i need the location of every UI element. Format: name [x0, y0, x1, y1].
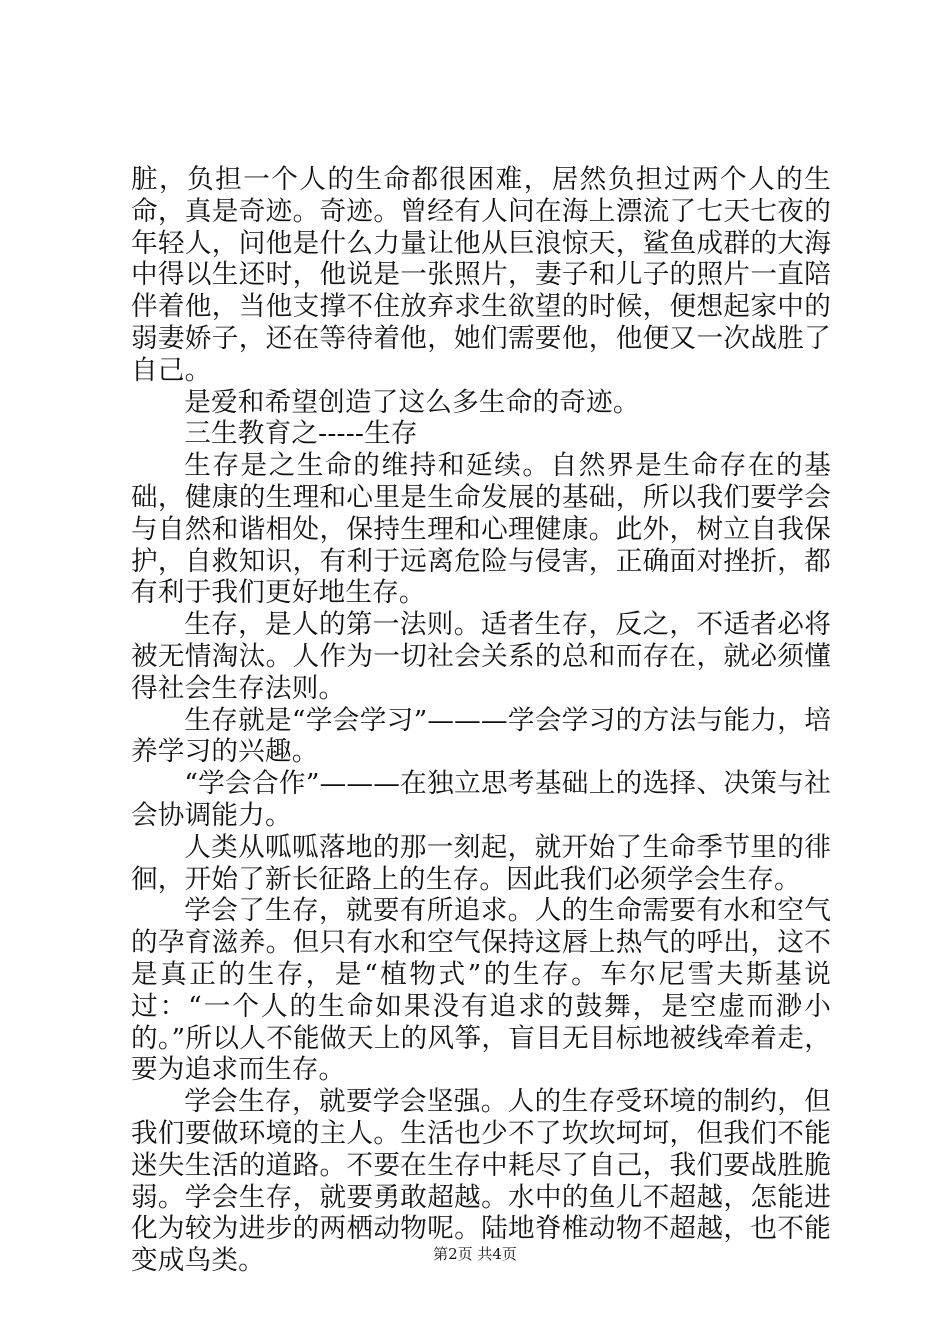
paragraph-continued: 脏，负担一个人的生命都很困难，居然负担过两个人的生命，真是奇迹。奇迹。曾经有人问在海上漂流了七天七夜的年轻人，问他是什么力量让他从巨浪惊天，鲨鱼成群的大海中得以生还时，他说是一张照片，妻子和儿子的照片一直陪伴着他，当他支撑不住放弃求生欲望的时候，便想起家中的弱妻娇子，还在等待着他，她们需要他，他便又一次战胜了自己。 [131, 164, 831, 386]
page-footer: 第2页 共4页 [433, 1245, 517, 1263]
paragraph: 生存就是“学会学习”———学会学习的方法与能力，培养学习的兴趣。 [131, 704, 831, 768]
paragraph: 生存是之生命的维持和延续。自然界是生命存在的基础，健康的生理和心里是生命发展的基础，所以我们要学会与自然和谐相处，保持生理和心理健康。此外，树立自我保护，自救知识，有利于远离危险与侵害，正确面对挫折，都有利于我们更好地生存。 [131, 450, 831, 609]
paragraph: 学会生存，就要学会坚强。人的生存受环境的制约，但我们要做环境的主人。生活也少不了坎坎坷坷，但我们不能迷失生活的道路。不要在生存中耗尽了自己，我们要战胜脆弱。学会生存，就要勇敢超越。水中的鱼儿不超越，怎能进化为较为进步的两栖动物呢。陆地脊椎动物不超越，也不能变成鸟类。 [131, 1086, 831, 1277]
section-heading: 三生教育之-----生存 [184, 418, 418, 450]
paragraph: 学会了生存，就要有所追求。人的生命需要有水和空气的孕育滋养。但只有水和空气保持这唇上热气的呼出，这不是真正的生存，是“植物式”的生存。车尔尼雪夫斯基说过：“一个人的生命如果没有追求的鼓舞，是空虚而渺小的。”所以人不能做天上的风筝，盲目无目标地被线牵着走，要为追求而生存。 [131, 895, 831, 1086]
paragraph: “学会合作”———在独立思考基础上的选择、决策与社会协调能力。 [131, 768, 831, 831]
paragraph: 是爱和希望创造了这么多生命的奇迹。 [184, 386, 640, 418]
body-text [131, 164, 831, 1277]
paragraph: 生存，是人的第一法则。适者生存，反之，不适者必将被无情淘汰。人作为一切社会关系的总和而存在，就必须懂得社会生存法则。 [131, 609, 831, 704]
paragraph: 人类从呱呱落地的那一刻起，就开始了生命季节里的徘徊，开始了新长征路上的生存。因此我们必须学会生存。 [131, 831, 831, 895]
